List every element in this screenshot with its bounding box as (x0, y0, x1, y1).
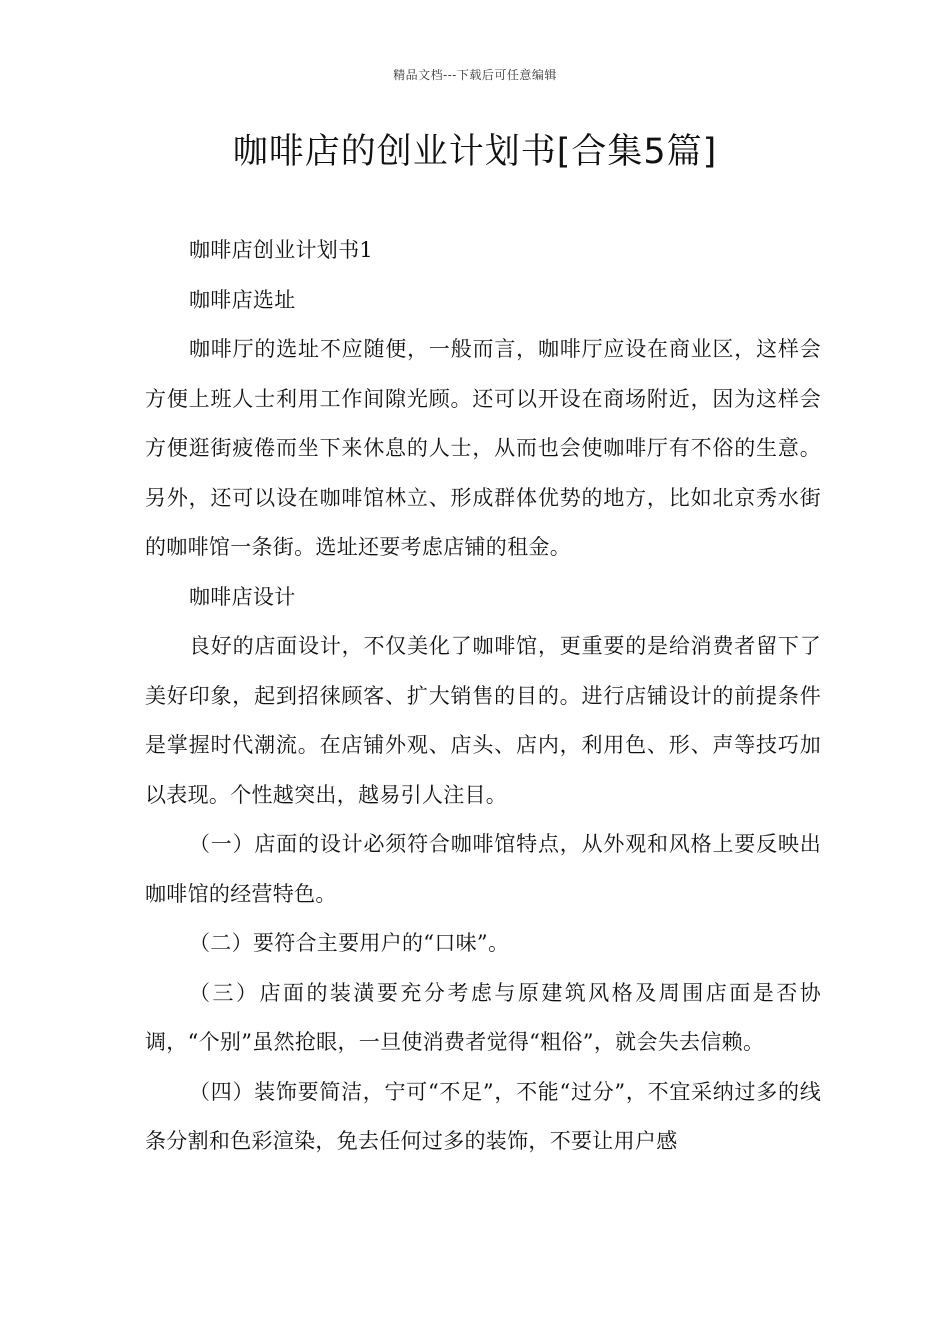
list-item: （三）店面的装潢要充分考虑与原建筑风格及周围店面是否协调，“个别”虽然抢眼，一旦使消费者觉得“粗俗”，就会失去信赖。 (145, 980, 821, 1054)
section-heading: 咖啡店创业计划书1 (189, 238, 374, 262)
document-title: 咖啡店的创业计划书[合集5篇] (232, 132, 718, 172)
document-body (145, 226, 821, 1167)
list-item: （四）装饰要简洁，宁可“不足”，不能“过分”，不宜采纳过多的线条分割和色彩渲染，免去任何过多的装饰，不要让用户感 (145, 1079, 821, 1153)
header-note: 精品文档---下载后可任意编辑 (393, 68, 557, 82)
body-paragraph: 咖啡厅的选址不应随便，一般而言，咖啡厅应设在商业区，这样会方便上班人士利用工作间隙光顾。还可以开设在商场附近，因为这样会方便逛街疲倦而坐下来休息的人士，从而也会使咖啡厅有不俗的生意。另外，还可以设在咖啡馆林立、形成群体优势的地方，比如北京秀水街的咖啡馆一条街。选址还要考虑店铺的租金。 (145, 337, 821, 559)
list-item: （一）店面的设计必须符合咖啡馆特点，从外观和风格上要反映出咖啡馆的经营特色。 (145, 832, 821, 906)
list-item: （二）要符合主要用户的“口味”。 (189, 931, 510, 955)
subsection-heading: 咖啡店设计 (189, 584, 296, 609)
subsection-heading: 咖啡店选址 (189, 287, 296, 312)
body-paragraph: 良好的店面设计，不仅美化了咖啡馆，更重要的是给消费者留下了美好印象，起到招徕顾客、扩大销售的目的。进行店铺设计的前提条件是掌握时代潮流。在店铺外观、店头、店内，利用色、形、声等技巧加以表现。个性越突出，越易引人注目。 (145, 634, 821, 807)
